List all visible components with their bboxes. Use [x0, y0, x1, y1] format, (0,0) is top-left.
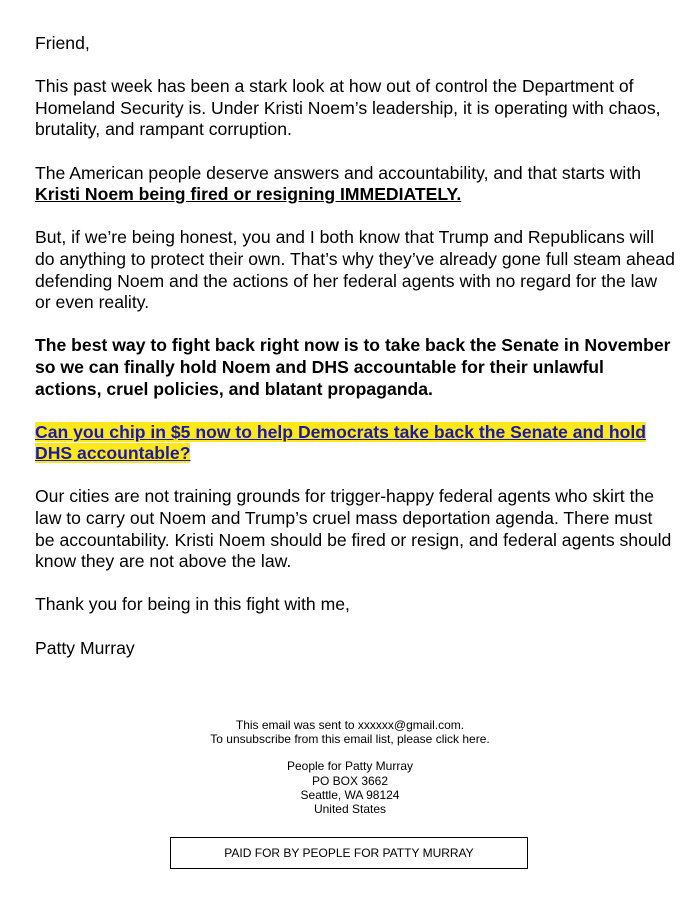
email-body: [35, 33, 675, 681]
address-country: United States: [313, 802, 387, 817]
address-po-box: PO BOX 3662: [311, 773, 389, 788]
fired-emphasis: Kristi Noem being fired or resigning IMMEDIATELY.: [35, 184, 462, 205]
closing: Thank you for being in this fight with me,: [35, 594, 350, 615]
paid-for-text: PAID FOR BY PEOPLE FOR PATTY MURRAY: [224, 846, 474, 860]
paragraph-accountability: [35, 163, 675, 206]
donate-link[interactable]: Can you chip in $5 now to help Democrats take back the Senate and hold DHS accountable?: [35, 421, 647, 464]
email-footer: [0, 718, 700, 816]
greeting: Friend,: [35, 33, 90, 53]
paragraph-accountability-text: The American people deserve answers and accountability, and that starts with: [35, 162, 642, 183]
unsubscribe-link[interactable]: To unsubscribe from this email list, please click here.: [210, 732, 490, 747]
address-org: People for Patty Murray: [286, 759, 414, 774]
address-city: Seattle, WA 98124: [300, 787, 400, 802]
paragraph-senate: The best way to fight back right now is to take back the Senate in November so we can finally hold Noem and DHS accountable for their unlawful actions, cruel policies, and blatant propaganda.: [35, 335, 671, 399]
paragraph-intro: This past week has been a stark look at how out of control the Department of Homeland Security is. Under Kristi Noem’s leadership, it is operating with chaos, brutality, and rampant corruption.: [35, 76, 661, 140]
signature: Patty Murray: [35, 637, 135, 658]
paragraph-cities: Our cities are not training grounds for trigger-happy federal agents who skirt the law to carry out Noem and Trump’s cruel mass deportation agenda. There must be accountability. Kristi Noem should be fired or resign, and federal agents should know they are not above the law.: [35, 486, 672, 572]
cta-paragraph: [35, 422, 675, 465]
paragraph-republicans: But, if we’re being honest, you and I both know that Trump and Republicans will do anything to protect their own. That’s why they’ve already gone full steam ahead defending Noem and the actions of her federal agents with no regard for the law or even reality.: [35, 227, 675, 313]
sent-to-notice: This email was sent to xxxxxx@gmail.com.: [235, 718, 465, 732]
paid-for-disclaimer: [170, 837, 528, 869]
